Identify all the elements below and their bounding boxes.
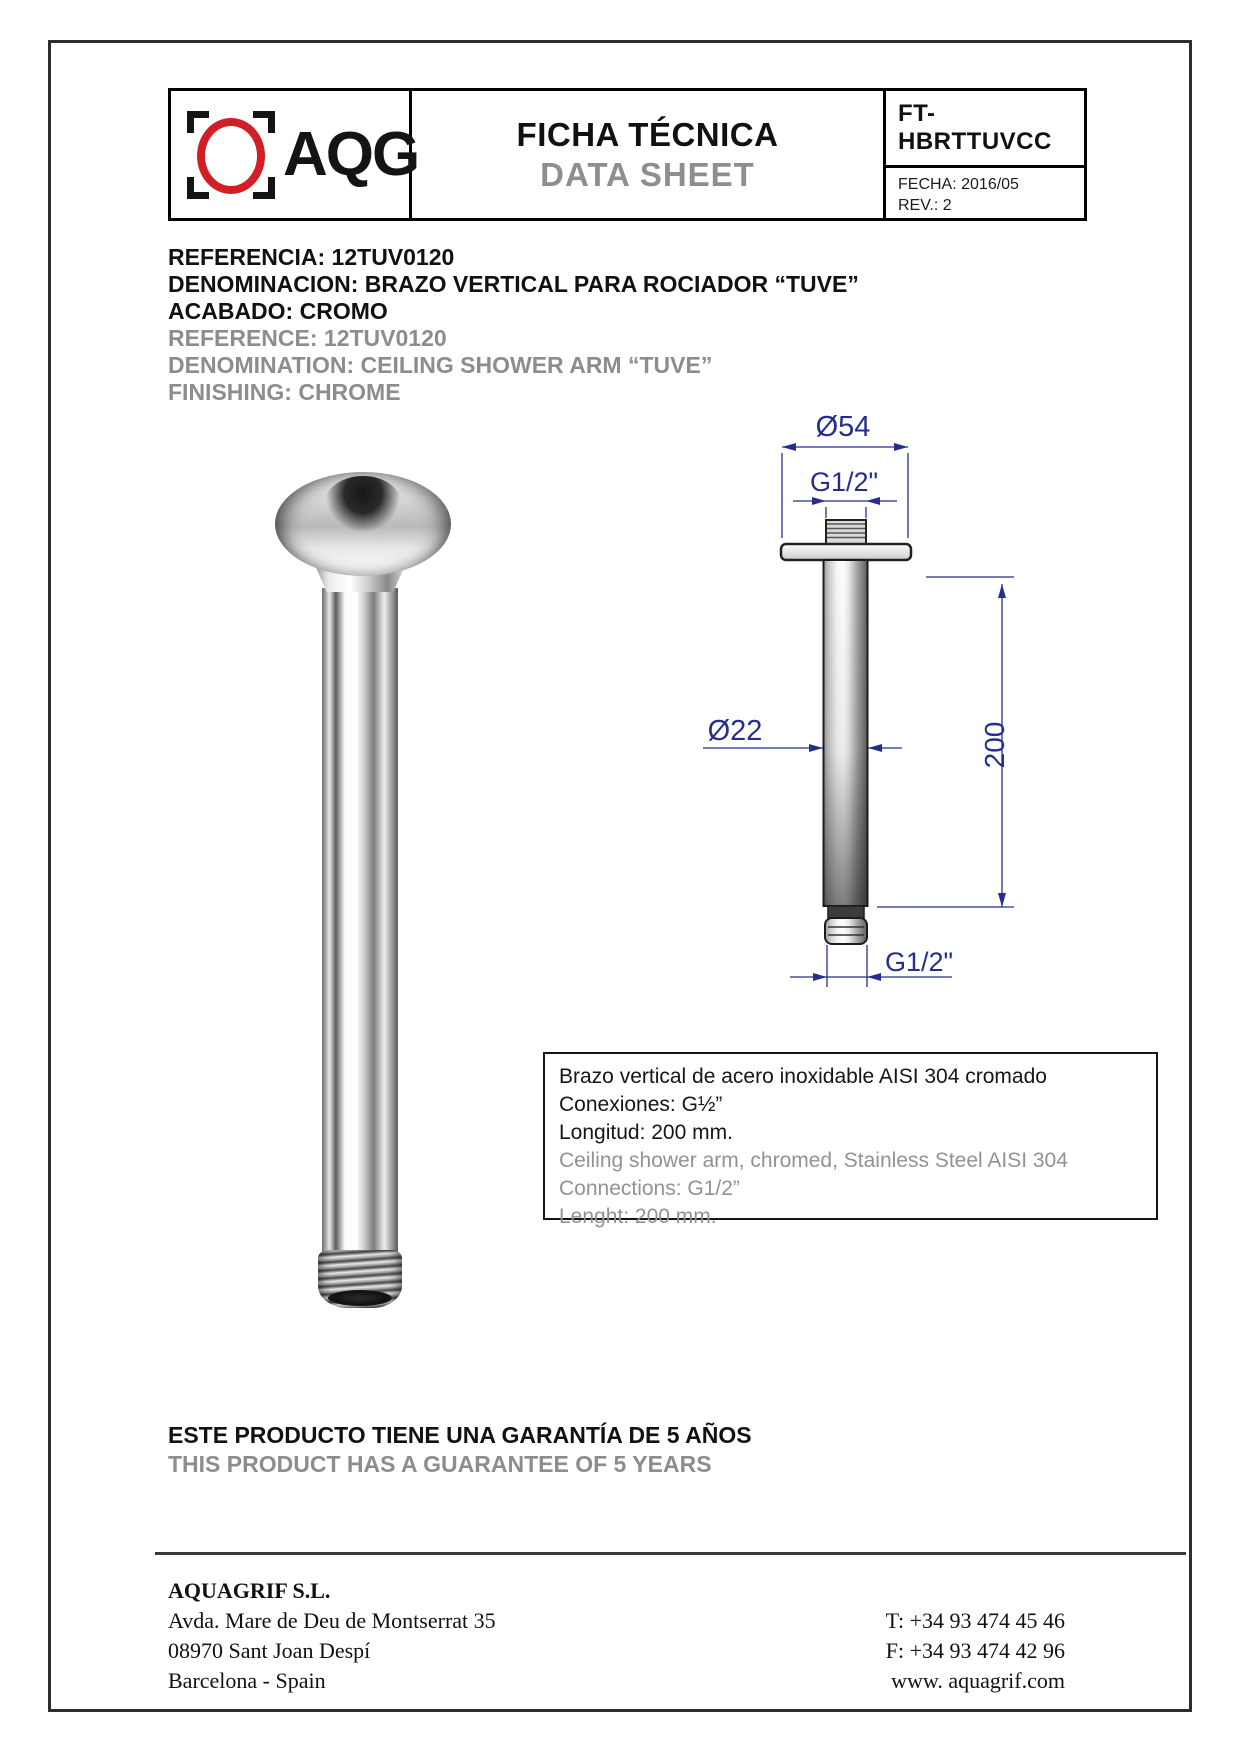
address-line: Avda. Mare de Deu de Montserrat 35 bbox=[168, 1608, 496, 1633]
finish-line-es: ACABADO: CROMO bbox=[168, 298, 388, 324]
description-en-line: Lenght: 200 mm. bbox=[559, 1205, 717, 1228]
brand-text: AQG bbox=[283, 120, 419, 189]
denomination-line-es: DENOMINACION: BRAZO VERTICAL PARA ROCIADOR “TUVE” bbox=[168, 271, 859, 297]
doc-title-en: DATA SHEET bbox=[540, 155, 755, 193]
reference-line-en: REFERENCE: 12TUV0120 bbox=[168, 325, 447, 351]
company-name: AQUAGRIF S.L. bbox=[168, 1578, 331, 1603]
footer-divider bbox=[155, 1552, 1186, 1555]
photo-tube bbox=[322, 588, 398, 1252]
technical-drawing bbox=[640, 370, 1040, 1000]
description-es-line: Conexiones: G½” bbox=[559, 1093, 723, 1116]
doc-revision: REV.: 2 bbox=[898, 197, 952, 214]
logo-cell bbox=[171, 91, 419, 218]
address-line: 08970 Sant Joan Despí bbox=[168, 1638, 371, 1663]
bracket-corner-icon bbox=[253, 111, 275, 133]
drawing-part bbox=[781, 520, 911, 944]
address-line: Barcelona - Spain bbox=[168, 1668, 326, 1693]
doc-date: FECHA: 2016/05 bbox=[898, 176, 1019, 193]
photo-threaded-end bbox=[318, 1250, 402, 1308]
doc-code: FT- HBRTTUVCC bbox=[886, 91, 1084, 168]
doc-title-es: FICHA TÉCNICA bbox=[516, 115, 779, 153]
footer-company-block bbox=[168, 1576, 496, 1696]
dim-label-flange-diameter: Ø54 bbox=[815, 411, 871, 443]
dim-label-length: 200 bbox=[979, 721, 1010, 769]
reference-line-es: REFERENCIA: 12TUV0120 bbox=[168, 244, 455, 270]
dim-label-top-thread: G1/2" bbox=[809, 467, 879, 497]
reference-cell bbox=[886, 91, 1084, 218]
dim-label-bottom-thread: G1/2" bbox=[884, 947, 954, 977]
footer-contact-block bbox=[745, 1606, 1065, 1696]
dim-label-tube-diameter: Ø22 bbox=[707, 715, 763, 747]
warranty-en: THIS PRODUCT HAS A GUARANTEE OF 5 YEARS bbox=[168, 1451, 712, 1477]
title-cell bbox=[412, 91, 886, 218]
aqg-logo-mark-icon bbox=[187, 111, 275, 199]
warranty-es: ESTE PRODUCTO TIENE UNA GARANTÍA DE 5 AÑOS bbox=[168, 1422, 752, 1448]
aqg-logo bbox=[187, 111, 418, 199]
description-box bbox=[543, 1052, 1158, 1228]
photo-ceiling-flange bbox=[275, 472, 451, 576]
fax-line: F: +34 93 474 42 96 bbox=[885, 1638, 1065, 1663]
denomination-line-en: DENOMINATION: CEILING SHOWER ARM “TUVE” bbox=[168, 352, 713, 378]
description-es-line: Longitud: 200 mm. bbox=[559, 1121, 733, 1144]
dimension-arrows bbox=[782, 443, 1006, 981]
description-en-line: Connections: G1/2” bbox=[559, 1177, 740, 1200]
website-line: www. aquagrif.com bbox=[891, 1668, 1065, 1693]
header-table bbox=[168, 88, 1087, 221]
description-es-line: Brazo vertical de acero inoxidable AISI 304 cromado bbox=[559, 1065, 1047, 1088]
phone-line: T: +34 93 474 45 46 bbox=[885, 1608, 1065, 1633]
finish-line-en: FINISHING: CHROME bbox=[168, 379, 401, 405]
warranty-block bbox=[168, 1421, 752, 1479]
doc-meta bbox=[886, 168, 1084, 218]
photo-flange-reflection bbox=[324, 476, 401, 534]
red-ring-icon bbox=[197, 118, 265, 194]
description-en-line: Ceiling shower arm, chromed, Stainless Steel AISI 304 bbox=[559, 1149, 1068, 1172]
